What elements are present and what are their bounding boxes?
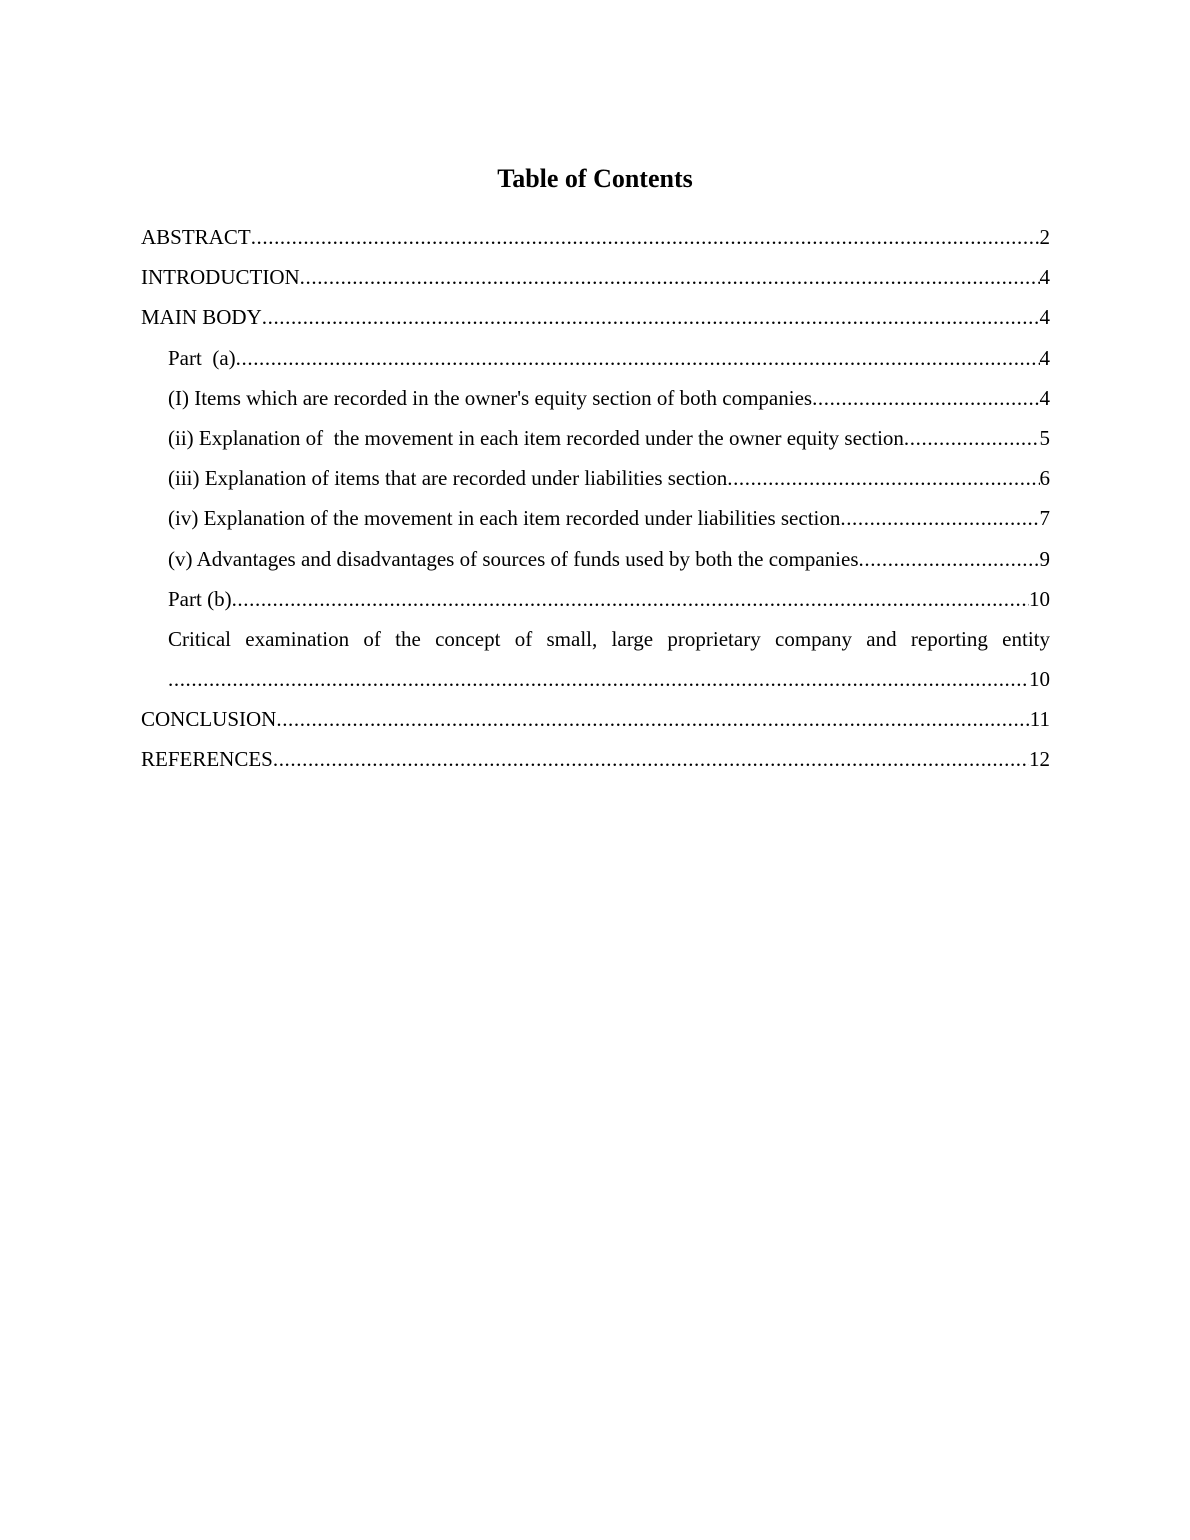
toc-dot-leader bbox=[276, 699, 1029, 739]
toc-entry-abstract[interactable] bbox=[141, 217, 1050, 257]
toc-entry-items-liabilities[interactable] bbox=[141, 458, 1050, 498]
toc-entry-page: 6 bbox=[1039, 466, 1050, 491]
toc-entry-main-body[interactable] bbox=[141, 297, 1050, 337]
toc-entry-page: 9 bbox=[1039, 546, 1050, 571]
toc-entry-critical-examination[interactable] bbox=[141, 619, 1050, 699]
toc-dot-leader bbox=[168, 659, 1029, 699]
toc-entry-page: 11 bbox=[1029, 707, 1050, 732]
toc-list bbox=[141, 217, 1050, 780]
toc-entry-sources-of-funds[interactable] bbox=[141, 539, 1050, 579]
toc-dot-leader bbox=[812, 378, 1039, 418]
toc-entry-label: CONCLUSION bbox=[141, 707, 277, 732]
toc-entry-introduction[interactable] bbox=[141, 257, 1050, 297]
toc-entry-page: 10 bbox=[1029, 667, 1050, 692]
toc-entry-conclusion[interactable] bbox=[141, 699, 1050, 739]
toc-entry-items-owners-equity[interactable] bbox=[141, 378, 1050, 418]
toc-entry-part-b[interactable] bbox=[141, 579, 1050, 619]
toc-entry-label: MAIN BODY bbox=[141, 305, 262, 330]
toc-entry-page: 4 bbox=[1039, 385, 1050, 410]
toc-entry-movement-owner-equity[interactable] bbox=[141, 418, 1050, 458]
toc-dot-leader bbox=[251, 217, 1040, 257]
toc-title: Table of Contents bbox=[497, 164, 693, 193]
toc-dot-leader bbox=[273, 739, 1029, 779]
toc-entry-page: 5 bbox=[1039, 425, 1050, 450]
toc-entry-label: (ii) Explanation of the movement in each item recorded under the owner equity section bbox=[168, 425, 904, 450]
toc-entry-page: 4 bbox=[1039, 345, 1050, 370]
toc-entry-label: (iv) Explanation of the movement in each item recorded under liabilities section bbox=[168, 506, 841, 531]
toc-entry-page: 4 bbox=[1039, 305, 1050, 330]
toc-dot-leader bbox=[840, 498, 1039, 538]
toc-entry-label: (I) Items which are recorded in the owner's equity section of both companies bbox=[168, 385, 813, 410]
toc-dot-leader bbox=[859, 539, 1040, 579]
toc-entry-label: ABSTRACT bbox=[141, 225, 251, 249]
toc-entry-leader-line bbox=[168, 659, 1050, 699]
toc-entry-label: (v) Advantages and disadvantages of sources of funds used by both the companies bbox=[168, 546, 859, 571]
toc-entry-page: 4 bbox=[1039, 265, 1050, 290]
toc-dot-leader bbox=[236, 338, 1040, 378]
toc-dot-leader bbox=[300, 257, 1040, 297]
toc-entry-label: Critical examination of the concept of small, large proprietary company and reporting entity bbox=[168, 626, 1050, 651]
toc-entry-label: Part (a) bbox=[168, 345, 236, 370]
toc-entry-part-a[interactable] bbox=[141, 338, 1050, 378]
toc-entry-movement-liabilities[interactable] bbox=[141, 498, 1050, 538]
toc-entry-label: Part (b) bbox=[168, 586, 232, 611]
toc-entry-label: INTRODUCTION bbox=[141, 265, 300, 290]
toc-entry-page: 12 bbox=[1029, 747, 1050, 772]
toc-dot-leader bbox=[262, 297, 1040, 337]
toc-entry-label: (iii) Explanation of items that are recorded under liabilities section bbox=[168, 466, 728, 491]
toc-entry-page: 7 bbox=[1039, 506, 1050, 531]
toc-entry-page: 10 bbox=[1029, 586, 1050, 611]
toc-dot-leader bbox=[727, 458, 1039, 498]
toc-entry-references[interactable] bbox=[141, 739, 1050, 779]
toc-dot-leader bbox=[232, 579, 1029, 619]
toc-dot-leader bbox=[904, 418, 1040, 458]
toc-entry-page: 2 bbox=[1039, 225, 1050, 249]
toc-entry-label: REFERENCES bbox=[141, 747, 273, 772]
